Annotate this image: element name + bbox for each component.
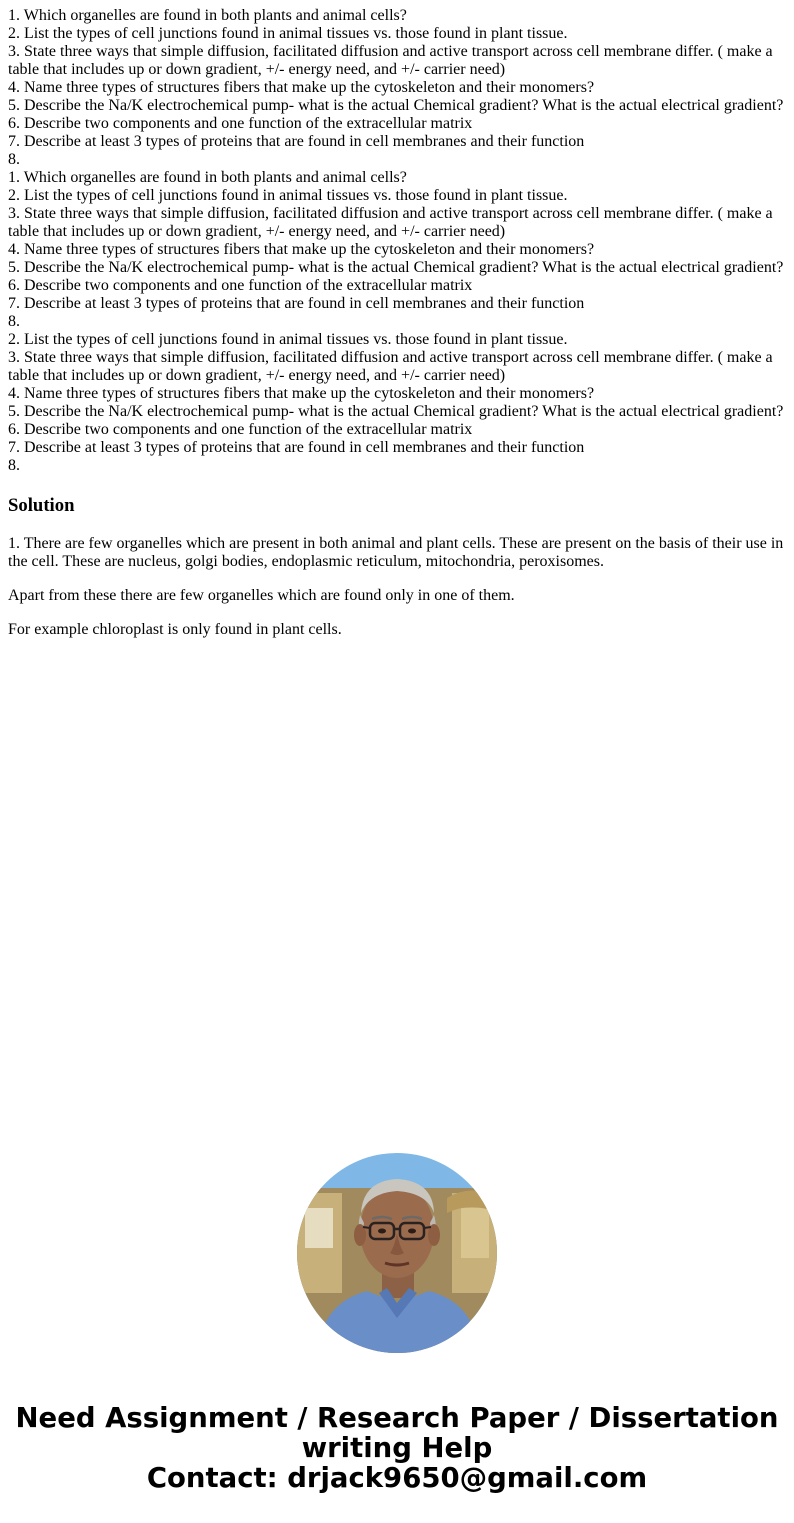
document-body (8, 7, 788, 639)
solution-paragraph: Apart from these there are few organelles which are found only in one of them. (8, 587, 515, 604)
contact-banner (0, 1403, 794, 1493)
question-item: 3. State three ways that simple diffusion, facilitated diffusion and active transport across cell membrane differ. ( make a table that includes up or down gradient, +/- energy need, and +/- carrier need) (8, 205, 773, 240)
question-item: 1. Which organelles are found in both plants and animal cells? (8, 169, 407, 186)
question-item: 6. Describe two components and one function of the extracellular matrix (8, 115, 473, 132)
question-item: 5. Describe the Na/K electrochemical pump- what is the actual Chemical gradient? What is the actual electrical gradient? (8, 403, 784, 420)
question-item: 2. List the types of cell junctions found in animal tissues vs. those found in plant tissue. (8, 331, 568, 348)
question-item: 7. Describe at least 3 types of proteins that are found in cell membranes and their function (8, 295, 585, 312)
question-list (8, 7, 788, 475)
contact-line: Need Assignment / Research Paper / Dissertation (15, 1402, 779, 1434)
solution-paragraph: For example chloroplast is only found in plant cells. (8, 621, 342, 638)
solution-heading: Solution (8, 495, 75, 516)
question-item: 4. Name three types of structures fibers that make up the cytoskeleton and their monomers? (8, 79, 595, 96)
question-item: 5. Describe the Na/K electrochemical pump- what is the actual Chemical gradient? What is the actual electrical gradient? (8, 259, 784, 276)
question-item: 3. State three ways that simple diffusion, facilitated diffusion and active transport across cell membrane differ. ( make a table that includes up or down gradient, +/- energy need, and +/- carrier need) (8, 349, 773, 384)
question-item: 7. Describe at least 3 types of proteins that are found in cell membranes and their function (8, 439, 585, 456)
question-item: 3. State three ways that simple diffusion, facilitated diffusion and active transport across cell membrane differ. ( make a table that includes up or down gradient, +/- energy need, and +/- carrier need) (8, 43, 773, 78)
question-item: 2. List the types of cell junctions found in animal tissues vs. those found in plant tissue. (8, 187, 568, 204)
contact-email: Contact: drjack9650@gmail.com (146, 1462, 648, 1494)
question-item: 8. (8, 151, 20, 168)
question-item: 8. (8, 313, 20, 330)
question-item: 4. Name three types of structures fibers that make up the cytoskeleton and their monomers? (8, 241, 595, 258)
tutor-portrait-image (297, 1153, 497, 1353)
question-item: 5. Describe the Na/K electrochemical pump- what is the actual Chemical gradient? What is the actual electrical gradient? (8, 97, 784, 114)
question-item: 1. Which organelles are found in both plants and animal cells? (8, 7, 407, 24)
tutor-avatar (297, 1153, 497, 1353)
question-item: 7. Describe at least 3 types of proteins that are found in cell membranes and their function (8, 133, 585, 150)
contact-line: writing Help (301, 1432, 493, 1464)
question-item: 4. Name three types of structures fibers that make up the cytoskeleton and their monomers? (8, 385, 595, 402)
question-item: 6. Describe two components and one function of the extracellular matrix (8, 421, 473, 438)
question-item: 2. List the types of cell junctions found in animal tissues vs. those found in plant tissue. (8, 25, 568, 42)
question-item: 6. Describe two components and one function of the extracellular matrix (8, 277, 473, 294)
question-item: 8. (8, 457, 20, 474)
solution-paragraph: 1. There are few organelles which are present in both animal and plant cells. These are present on the basis of their use in the cell. These are nucleus, golgi bodies, endoplasmic reticulum, mitochondria, peroxisomes. (8, 535, 784, 570)
